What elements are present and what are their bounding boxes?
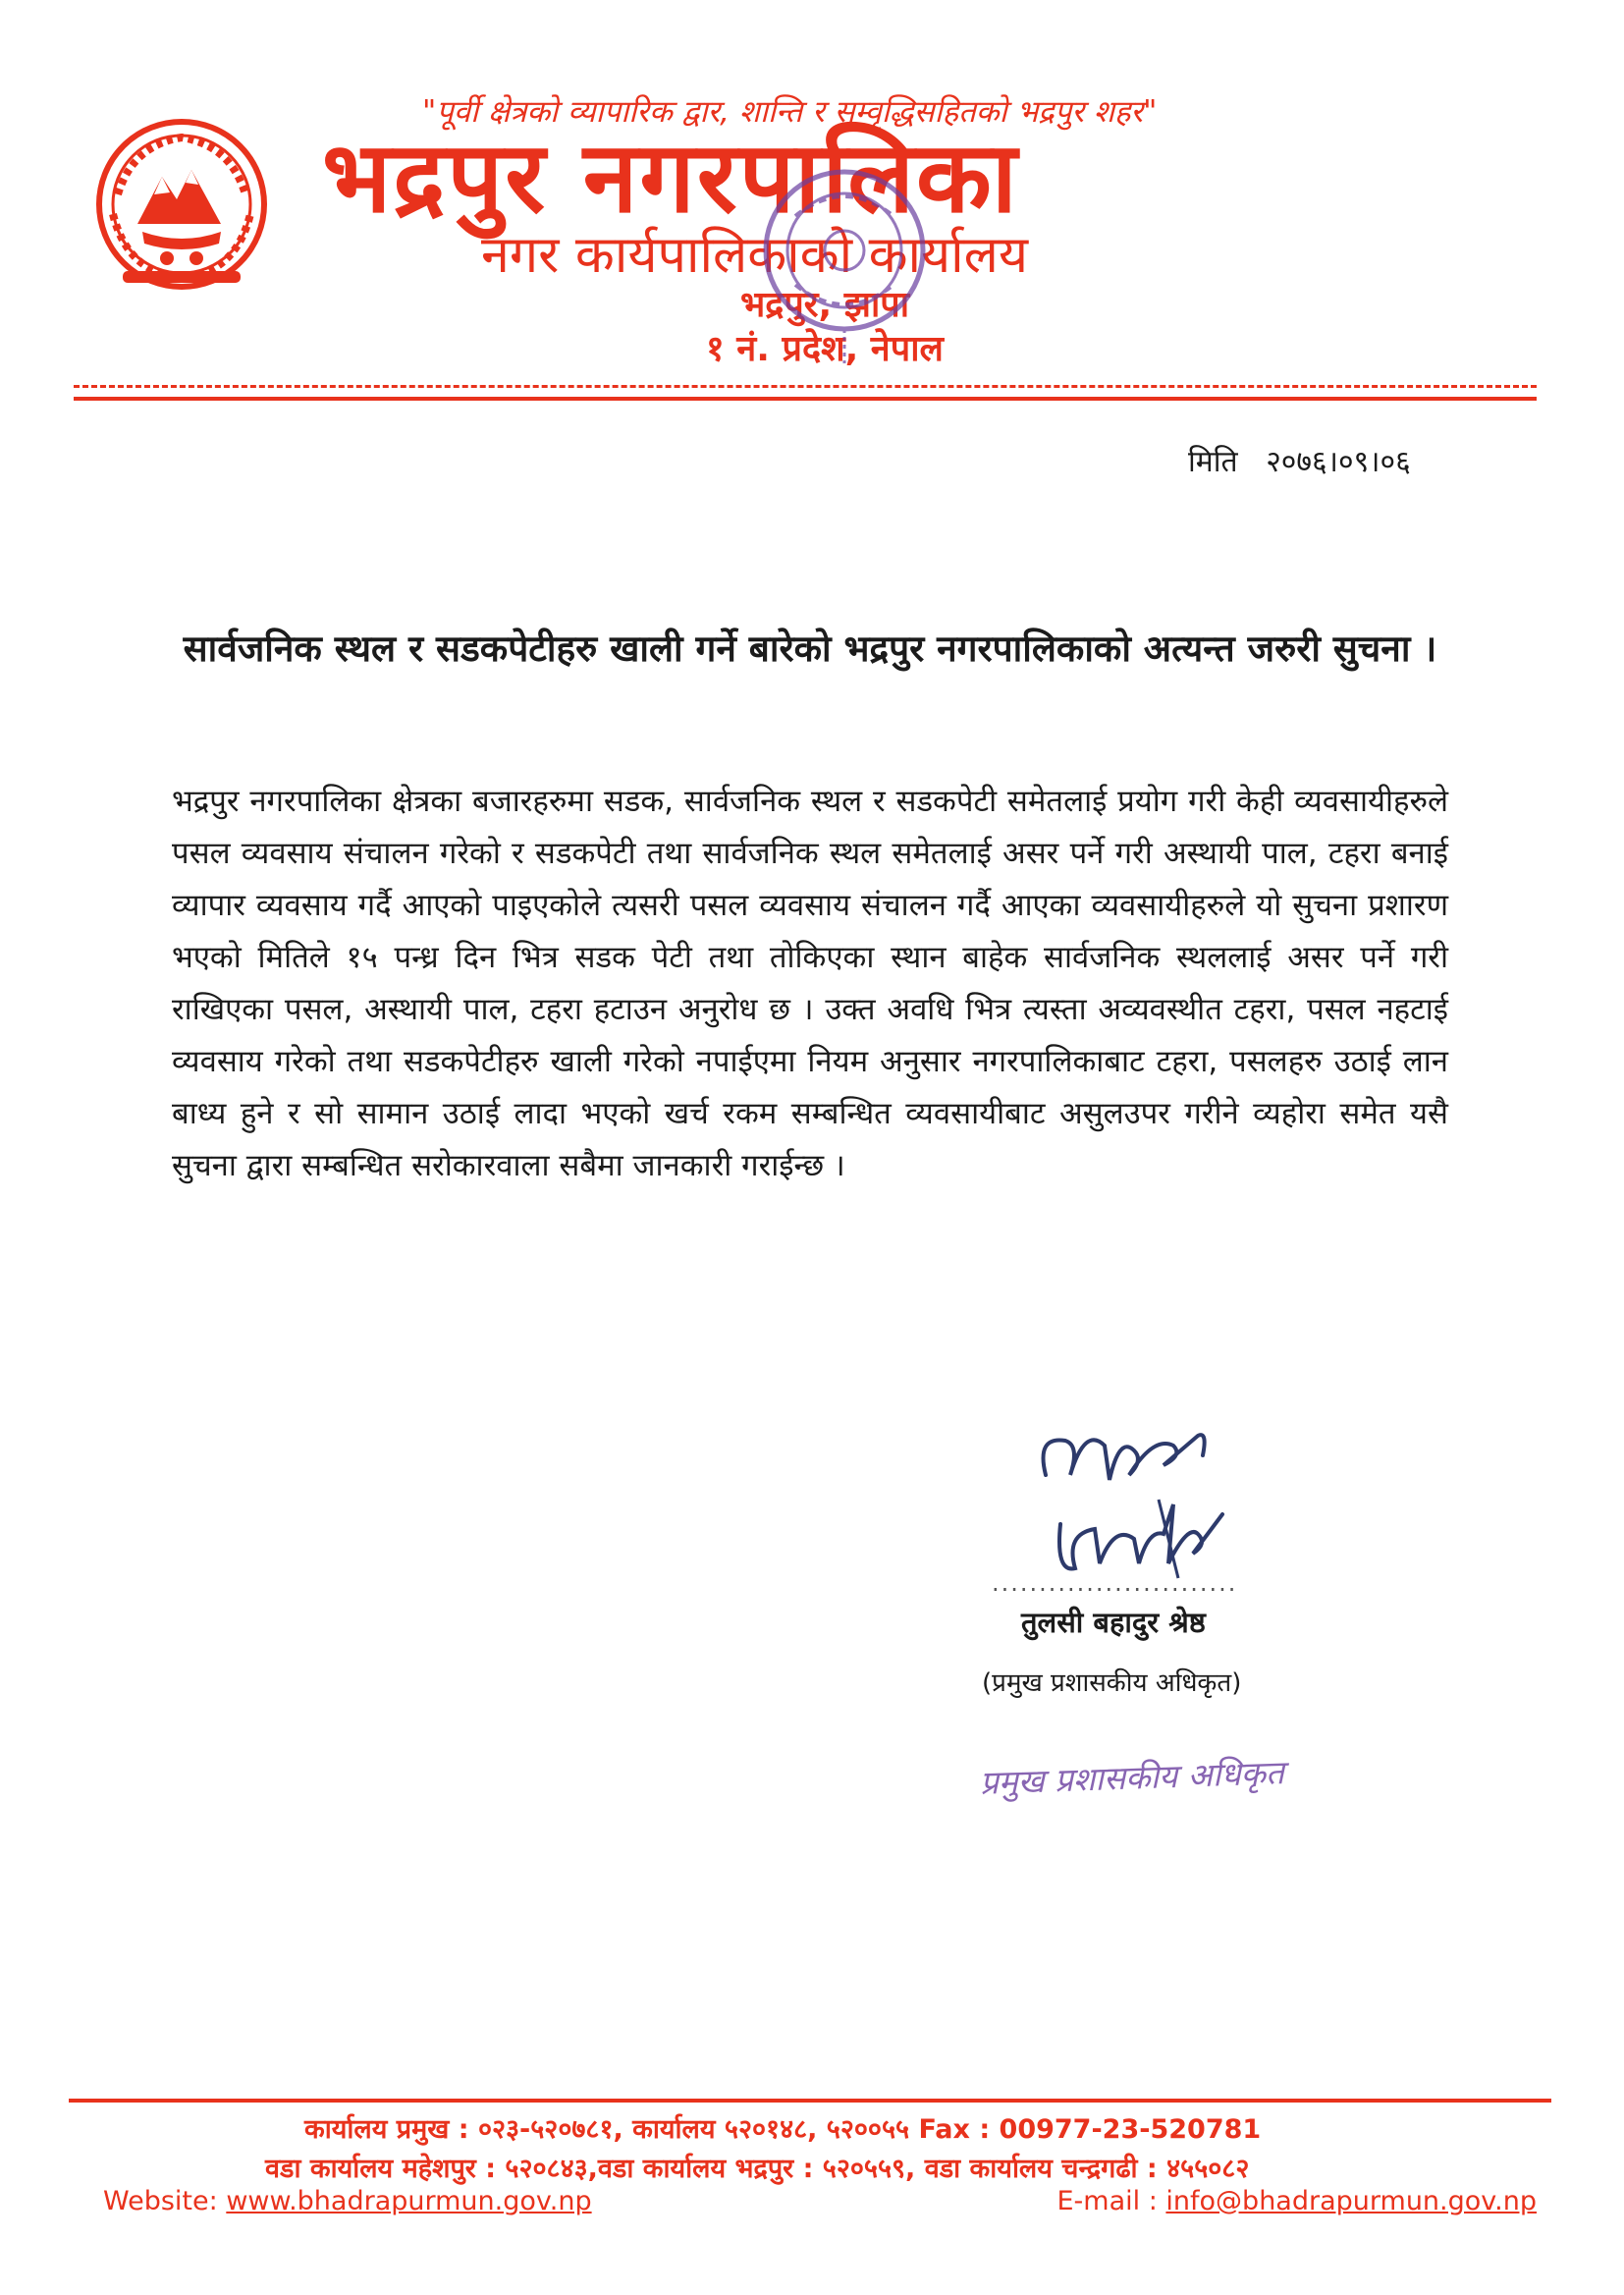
footer-divider — [69, 2099, 1551, 2103]
signatory-name: तुलसी बहादुर श्रेष्ठ — [1021, 1606, 1206, 1639]
website-link[interactable]: www.bhadrapurmun.gov.np — [226, 2186, 592, 2216]
nepal-government-emblem-icon — [93, 116, 270, 293]
notice-date — [1188, 440, 1411, 480]
footer-office-phones: कार्यालय प्रमुख : ०२३-५२०७८१, कार्यालय ५२०१४८, ५२००५५ Fax : 00977-23-520781 — [304, 2114, 1262, 2145]
footer-ward-phones: वडा कार्यालय महेशपुर : ५२०८४३,वडा कार्यालय भद्रपुर : ५२०५५९, वडा कार्यालय चन्द्रगढी : ४५५०८२ — [265, 2154, 1250, 2184]
office-name: नगर कार्यपालिकाको कार्यालय — [481, 226, 1029, 285]
date-label: मिति — [1188, 445, 1238, 479]
address-line-1: भद्रपुर, झापा — [739, 285, 910, 325]
slogan: "पूर्वी क्षेत्रको व्यापारिक द्वार, शान्ति र सम्वृद्धिसहितको भद्रपुर शहर" — [422, 94, 1158, 130]
designation-stamp: प्रमुख प्रशासकीय अधिकृत — [979, 1753, 1285, 1802]
email-label: E-mail : — [1056, 2186, 1166, 2216]
address-line-2: १ नं. प्रदेश, नेपाल — [706, 329, 944, 369]
organization-name: भद्रपुर नगरपालिका — [322, 120, 1019, 235]
municipality-seal-icon — [756, 157, 933, 368]
date-value: २०७६।०९।०६ — [1266, 445, 1411, 479]
header-divider-dashed — [74, 385, 1537, 388]
email-block — [1057, 2186, 1538, 2216]
notice-body: भद्रपुर नगरपालिका क्षेत्रका बजारहरुमा सडक, सार्वजनिक स्थल र सडकपेटी समेतलाई प्रयोग गरी केही व्यवसायीहरुले पसल व्यवसाय संचालन गरेको र सडकपेटी तथा सार्वजनिक स्थल समेतलाई असर पर्ने गरी अस्थायी पाल, टहरा बनाई व्यापार व्यवसाय गर्दै आएको पाइएकोले त्यसरी पसल व्यवसाय संचालन गर्दै आएका व्यवसायीहरुले यो सुचना प्रशारण भएको मितिले १५ पन्ध्र दिन भित्र सडक पेटी तथा तोकिएका स्थान बाहेक सार्वजनिक स्थललाई असर पर्ने गरी राखिएका पसल, अस्थायी पाल, टहरा हटाउन अनुरोध छ । उक्त अवधि भित्र त्यस्ता अव्यवस्थीत टहरा, पसल नहटाई व्यवसाय गरेको तथा सडकपेटीहरु खाली गरेको नपाईएमा नियम अनुसार नगरपालिकाबाट टहरा, पसलहरु उठाई लान बाध्य हुने र सो सामान उठाई लादा भएको खर्च रकम सम्बन्धित व्यवसायीबाट असुलउपर गरीने व्यहोरा समेत यसै सुचना द्वारा सम्बन्धित सरोकारवाला सबैमा जानकारी गराईन्छ । — [172, 784, 1448, 1183]
signatory-title: (प्रमुख प्रशासकीय अधिकृत) — [982, 1668, 1242, 1698]
header-divider — [74, 397, 1537, 401]
notice-title: सार्वजनिक स्थल र सडकपेटीहरु खाली गर्ने बारेको भद्रपुर नगरपालिकाको अत्यन्त जरुरी सुचना । — [183, 628, 1437, 670]
website-label: Website: — [103, 2186, 227, 2216]
website-block — [103, 2186, 592, 2216]
signature-line: .......................... — [992, 1569, 1238, 1597]
handwritten-signature-icon — [1026, 1406, 1242, 1583]
email-link[interactable]: info@bhadrapurmun.gov.np — [1165, 2186, 1537, 2216]
